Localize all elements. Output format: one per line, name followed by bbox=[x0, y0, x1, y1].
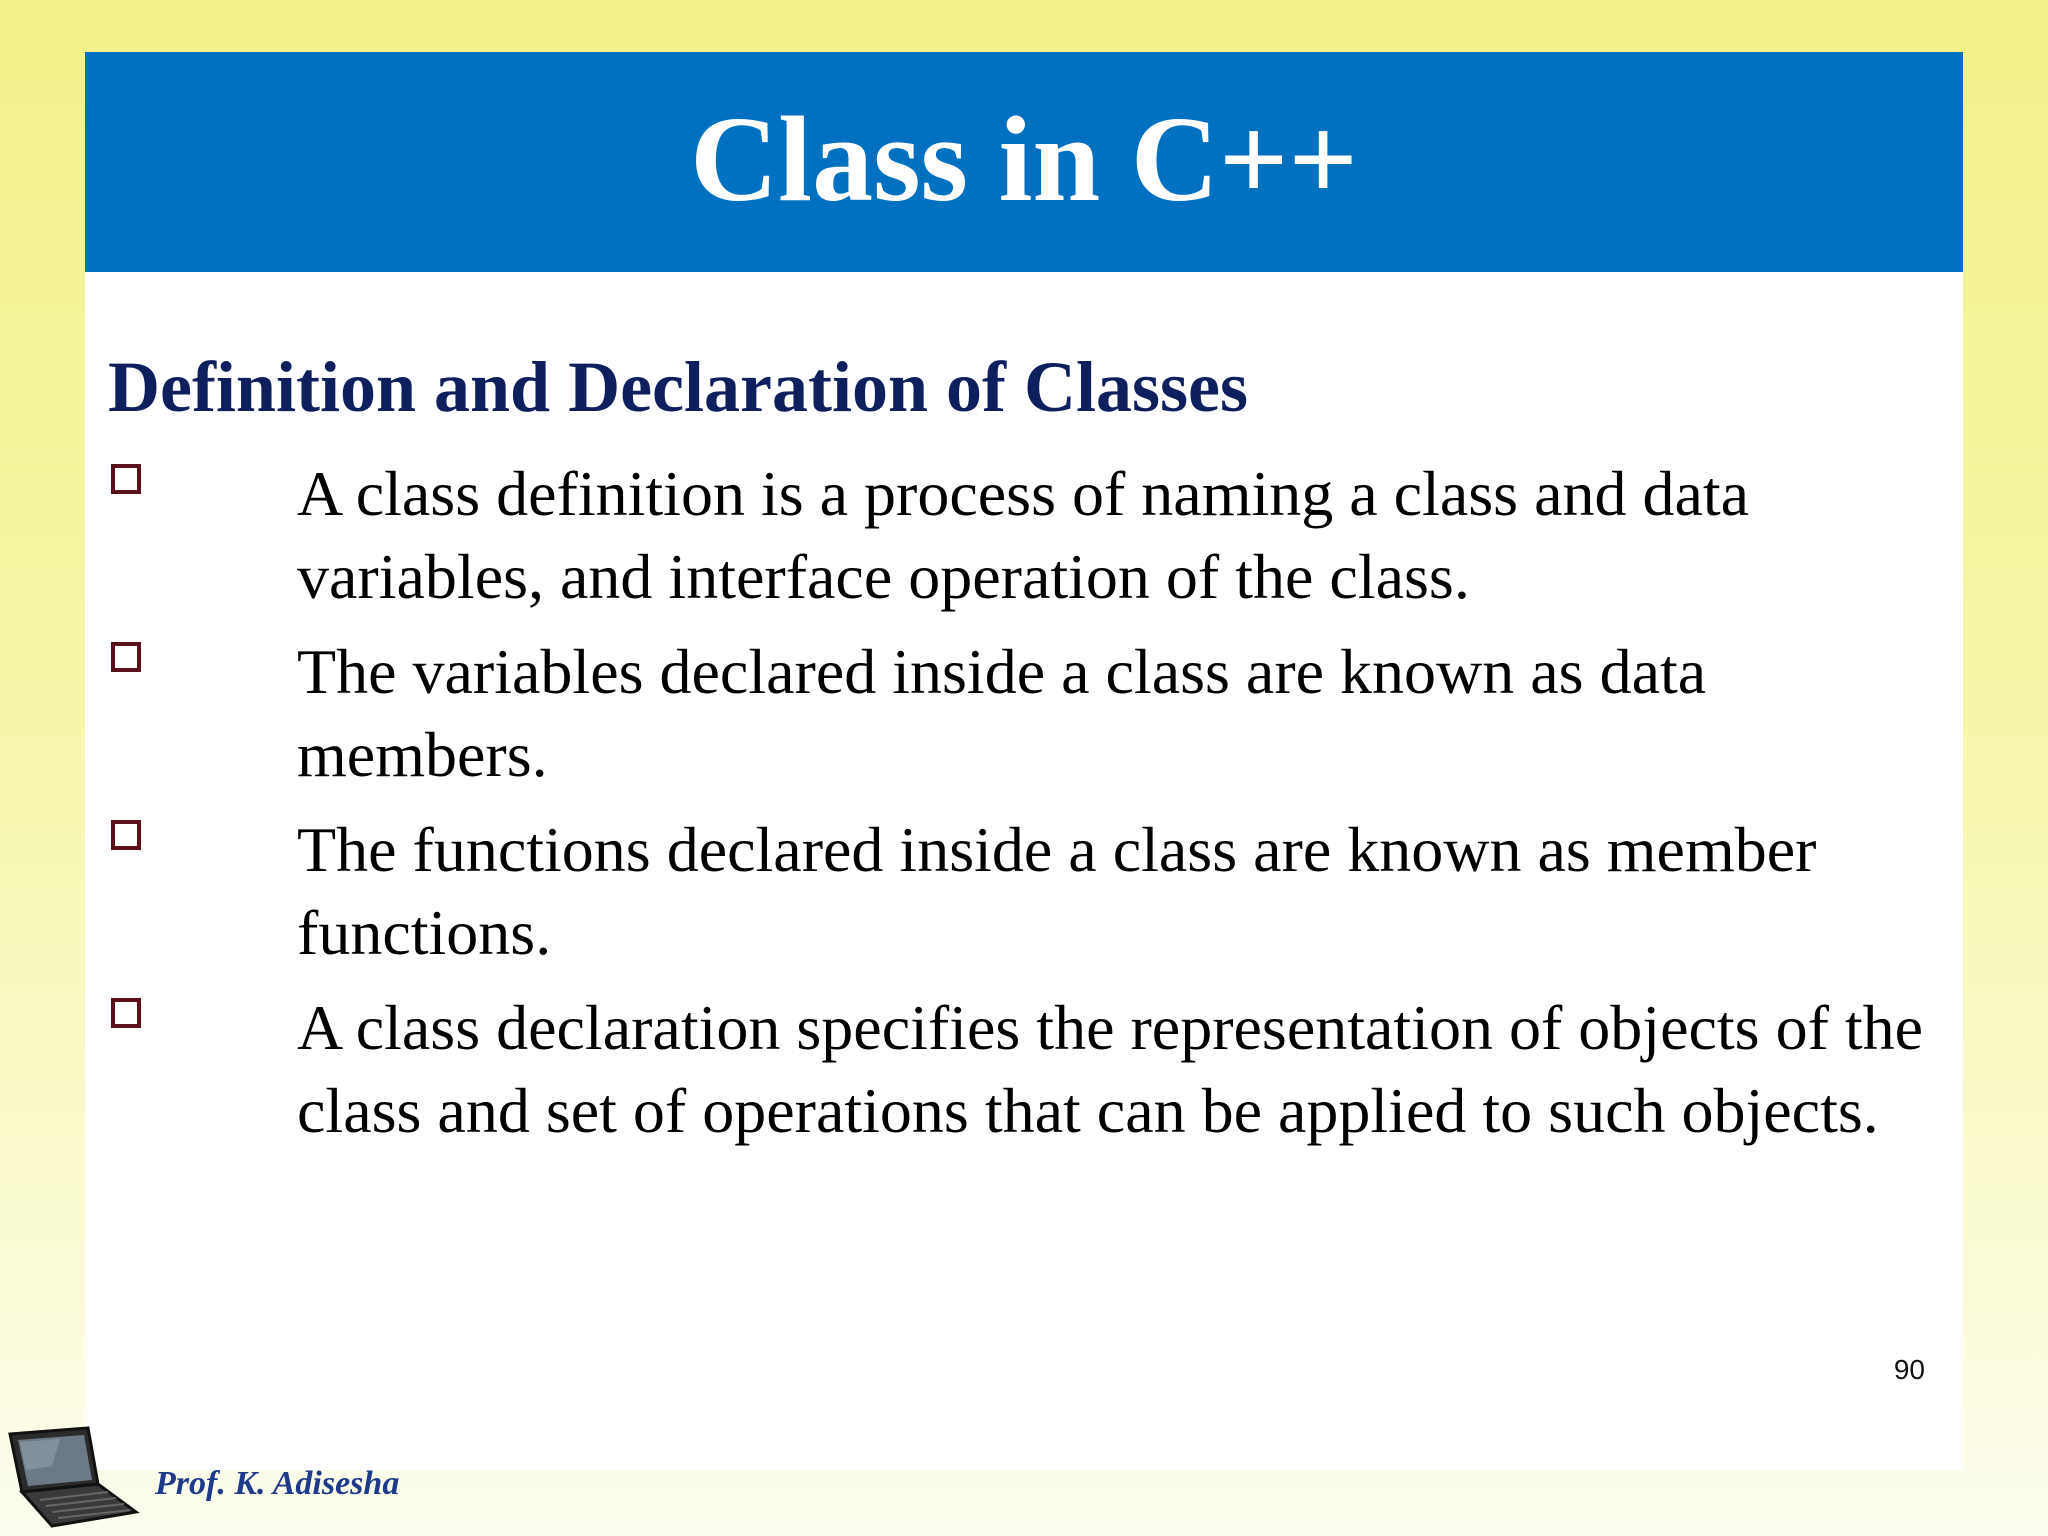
bullet-text: The functions declared inside a class are known as member functions. bbox=[297, 814, 1817, 968]
square-bullet-icon bbox=[111, 998, 141, 1028]
section-heading: Definition and Declaration of Classes bbox=[108, 347, 1248, 427]
bullet-item bbox=[108, 452, 1928, 618]
bullet-text: A class declaration specifies the representation of objects of the class and set of operations that can be applied to such objects. bbox=[297, 992, 1924, 1146]
slide-title: Class in C++ bbox=[690, 92, 1358, 227]
laptop-icon bbox=[0, 1426, 140, 1532]
square-bullet-icon bbox=[111, 642, 141, 672]
footer-author: Prof. K. Adisesha bbox=[155, 1465, 400, 1502]
square-bullet-icon bbox=[111, 820, 141, 850]
bullet-item bbox=[108, 986, 1928, 1152]
footer bbox=[0, 1420, 445, 1536]
bullet-list bbox=[108, 452, 1928, 1164]
bullet-item bbox=[108, 808, 1928, 974]
bullet-item bbox=[108, 630, 1928, 796]
square-bullet-icon bbox=[111, 464, 141, 494]
page-number: 90 bbox=[1893, 1354, 1925, 1385]
bullet-text: The variables declared inside a class are known as data members. bbox=[297, 636, 1707, 790]
title-bar bbox=[85, 52, 1963, 272]
slide-card bbox=[85, 52, 1963, 1470]
bullet-text: A class definition is a process of naming a class and data variables, and interface operation of the class. bbox=[297, 458, 1750, 612]
